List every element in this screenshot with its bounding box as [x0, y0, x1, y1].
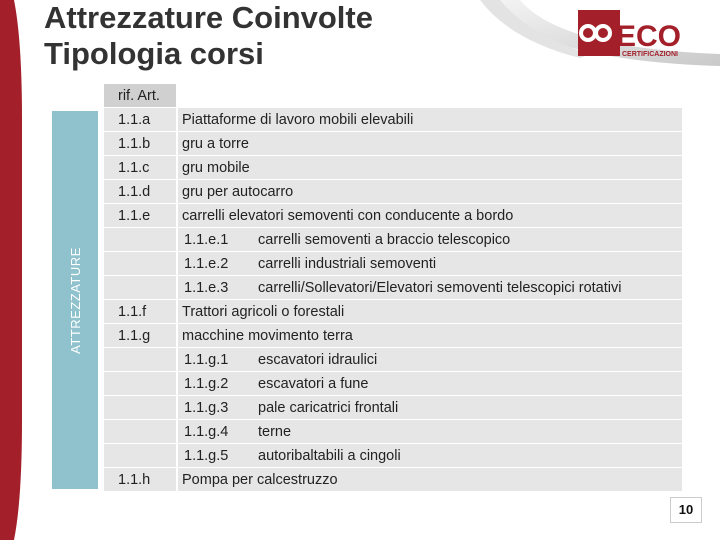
header-ref-cell: rif. Art.: [104, 84, 176, 107]
ref-cell: 1.1.g: [104, 324, 176, 347]
sub-code: 1.1.e.2: [184, 256, 229, 272]
sub-text: terne: [258, 424, 292, 440]
table-row: [104, 372, 682, 396]
ref-cell: [104, 252, 176, 275]
sub-code: 1.1.g.3: [184, 400, 229, 416]
table-row: [104, 444, 682, 468]
description-cell: gru mobile: [178, 156, 682, 179]
page-title: [44, 0, 373, 72]
sub-code: 1.1.e.3: [184, 280, 229, 296]
ref-cell: 1.1.b: [104, 132, 176, 155]
ref-cell: [104, 444, 176, 467]
ref-cell: [104, 348, 176, 371]
attrezzature-side-label: [52, 111, 98, 489]
table-row: [104, 108, 682, 132]
description-cell: gru a torre: [178, 132, 682, 155]
ref-cell: [104, 228, 176, 251]
sub-text: carrelli semoventi a braccio telescopico: [258, 232, 511, 248]
header-empty-cell: [178, 84, 682, 107]
sub-code: 1.1.g.4: [184, 424, 229, 440]
title-line-2: Tipologia corsi: [44, 36, 264, 71]
left-accent-bar: [0, 0, 22, 540]
ref-cell: 1.1.e: [104, 204, 176, 227]
table-row: [104, 180, 682, 204]
sub-text: autoribaltabili a cingoli: [258, 448, 401, 464]
description-cell: [178, 420, 682, 443]
equipment-table: [104, 84, 682, 492]
sub-text: pale caricatrici frontali: [258, 400, 399, 416]
ref-cell: 1.1.f: [104, 300, 176, 323]
table-row: [104, 324, 682, 348]
description-cell: Piattaforme di lavoro mobili elevabili: [178, 108, 682, 131]
ref-cell: 1.1.a: [104, 108, 176, 131]
description-cell: [178, 444, 682, 467]
logo-brand-text: ECO: [616, 20, 682, 53]
description-cell: carrelli elevatori semoventi con conducente a bordo: [178, 204, 682, 227]
title-line-1: Attrezzature Coinvolte: [44, 0, 373, 35]
ref-cell: 1.1.c: [104, 156, 176, 179]
side-label-text: ATTREZZATURE: [67, 246, 83, 354]
ref-cell: [104, 420, 176, 443]
sub-text: escavatori idraulici: [258, 352, 378, 368]
table-row: [104, 156, 682, 180]
ref-cell: [104, 372, 176, 395]
description-cell: [178, 276, 682, 299]
description-cell: Trattori agricoli o forestali: [178, 300, 682, 323]
table-row: [104, 132, 682, 156]
table-row: [104, 348, 682, 372]
table-row: [104, 252, 682, 276]
sub-text: carrelli/Sollevatori/Elevatori semoventi telescopici rotativi: [258, 280, 622, 296]
sub-code: 1.1.e.1: [184, 232, 229, 248]
eco-certificazioni-logo: [470, 0, 720, 72]
description-cell: Pompa per calcestruzzo: [178, 468, 682, 491]
description-cell: [178, 372, 682, 395]
ref-cell: [104, 276, 176, 299]
description-cell: gru per autocarro: [178, 180, 682, 203]
description-cell: [178, 396, 682, 419]
table-row: [104, 228, 682, 252]
description-cell: macchine movimento terra: [178, 324, 682, 347]
description-cell: [178, 228, 682, 251]
description-cell: [178, 252, 682, 275]
table-row: [104, 468, 682, 492]
sub-code: 1.1.g.1: [184, 352, 229, 368]
sub-code: 1.1.g.2: [184, 376, 229, 392]
table-row: [104, 420, 682, 444]
table-row: [104, 204, 682, 228]
logo-red-block: [578, 10, 620, 56]
sub-text: carrelli industriali semoventi: [258, 256, 437, 272]
ref-cell: 1.1.d: [104, 180, 176, 203]
table-row: [104, 276, 682, 300]
page-number: 10: [670, 497, 702, 523]
ref-cell: [104, 396, 176, 419]
sub-text: escavatori a fune: [258, 376, 369, 392]
sub-code: 1.1.g.5: [184, 448, 229, 464]
table-row: [104, 300, 682, 324]
table-row: [104, 396, 682, 420]
ref-cell: 1.1.h: [104, 468, 176, 491]
table-header-row: [104, 84, 682, 108]
description-cell: [178, 348, 682, 371]
logo-tagline: CERTIFICAZIONI: [622, 51, 678, 58]
